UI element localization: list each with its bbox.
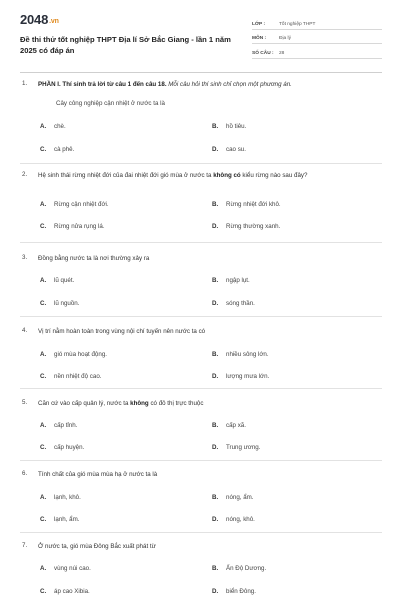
document-header xyxy=(20,12,382,66)
option-text: Rừng thường xanh. xyxy=(226,223,281,230)
option-a[interactable] xyxy=(40,201,109,208)
document-title: Đề thi thử tốt nghiệp THPT Địa lí Sở Bắc Giang - lần 1 năm 2025 có đáp án xyxy=(20,35,231,55)
option-d[interactable] xyxy=(212,588,256,595)
option-letter: D. xyxy=(212,300,219,307)
option-text: chè. xyxy=(54,123,66,130)
option-text: Trung ương. xyxy=(226,444,261,451)
option-a[interactable] xyxy=(40,422,77,429)
option-text: gió mùa hoạt động. xyxy=(54,351,107,358)
option-letter: C. xyxy=(40,223,47,230)
option-b[interactable] xyxy=(212,351,269,358)
option-text: nhiều sông lớn. xyxy=(226,351,269,358)
question-stem: Cây công nghiệp cận nhiệt ở nước ta là xyxy=(56,100,165,107)
meta-row-question-count xyxy=(252,45,382,59)
option-text: vùng núi cao. xyxy=(54,565,91,572)
option-d[interactable] xyxy=(212,516,255,523)
option-letter: B. xyxy=(212,201,219,208)
option-text: cấp huyện. xyxy=(54,444,85,451)
question-separator xyxy=(20,532,382,533)
option-text: cà phê. xyxy=(54,146,75,153)
option-text: lũ nguồn. xyxy=(54,300,80,307)
option-a[interactable] xyxy=(40,494,81,501)
option-letter: B. xyxy=(212,277,219,284)
question-text: Đồng bằng nước ta là nơi thường xảy ra xyxy=(38,255,150,262)
option-letter: C. xyxy=(40,300,47,307)
option-letter: A. xyxy=(40,277,47,284)
option-letter: D. xyxy=(212,146,219,153)
option-text: Ấn Độ Dương. xyxy=(226,565,267,572)
option-b[interactable] xyxy=(212,565,266,572)
option-letter: D. xyxy=(212,223,219,230)
option-c[interactable] xyxy=(40,300,79,307)
option-letter: B. xyxy=(212,123,219,130)
option-letter: B. xyxy=(212,494,219,501)
option-c[interactable] xyxy=(40,146,74,153)
question-text xyxy=(38,399,380,409)
option-text: ngập lụt. xyxy=(226,277,250,284)
option-letter: B. xyxy=(212,422,219,429)
option-text: cấp xã. xyxy=(226,422,246,429)
header-divider xyxy=(20,72,382,73)
option-letter: D. xyxy=(212,588,219,595)
option-b[interactable] xyxy=(212,277,250,284)
question-text xyxy=(38,80,380,90)
question-number: 3. xyxy=(22,254,28,261)
option-d[interactable] xyxy=(212,223,280,230)
option-letter: A. xyxy=(40,494,47,501)
question-number: 2. xyxy=(22,171,28,178)
option-b[interactable] xyxy=(212,201,281,208)
meta-label: SỐ CÂU : xyxy=(252,50,274,56)
site-logo[interactable] xyxy=(20,12,59,27)
option-letter: C. xyxy=(40,146,47,153)
option-a[interactable] xyxy=(40,277,74,284)
option-letter: D. xyxy=(212,516,219,523)
option-c[interactable] xyxy=(40,373,101,380)
question-separator xyxy=(20,460,382,461)
option-b[interactable] xyxy=(212,422,246,429)
option-b[interactable] xyxy=(212,123,246,130)
option-c[interactable] xyxy=(40,516,79,523)
option-letter: A. xyxy=(40,201,47,208)
option-letter: D. xyxy=(212,444,219,451)
option-letter: C. xyxy=(40,444,47,451)
option-text: áp cao Xibia. xyxy=(54,588,90,595)
option-c[interactable] xyxy=(40,444,84,451)
question-text: Vị trí nằm hoàn toàn trong vùng nội chí tuyến nên nước ta có xyxy=(38,328,206,335)
option-letter: D. xyxy=(212,373,219,380)
question-text: Tính chất của gió mùa mùa hạ ở nước ta là xyxy=(38,471,158,478)
option-text: Rừng cận nhiệt đới. xyxy=(54,201,109,208)
question-number: 4. xyxy=(22,327,28,334)
option-d[interactable] xyxy=(212,373,269,380)
option-text: biển Đông. xyxy=(226,588,256,595)
question-separator xyxy=(20,242,382,243)
option-letter: C. xyxy=(40,373,47,380)
document-meta xyxy=(252,16,382,60)
part-instruction: PHẦN I. Thí sinh trả lời từ câu 1 đến câu 18. xyxy=(38,81,167,88)
option-c[interactable] xyxy=(40,588,90,595)
question-text-part: có đô thị trực thuộc xyxy=(150,400,204,407)
meta-label: LỚP : xyxy=(252,21,266,27)
option-text: lạnh, ẩm. xyxy=(54,516,80,523)
option-letter: A. xyxy=(40,351,47,358)
option-a[interactable] xyxy=(40,565,91,572)
meta-label: MÔN : xyxy=(252,36,267,41)
question-text xyxy=(38,171,380,181)
meta-row-class xyxy=(252,16,382,30)
option-text: Rừng nhiệt đới khô. xyxy=(226,201,281,208)
question-number: 5. xyxy=(22,399,28,406)
question-text-part: kiểu rừng nào sau đây? xyxy=(242,172,308,179)
option-d[interactable] xyxy=(212,300,255,307)
option-text: lạnh, khô. xyxy=(54,494,81,501)
option-d[interactable] xyxy=(212,146,246,153)
question-text-part: Hệ sinh thái rừng nhiệt đới của đai nhiệt đới gió mùa ở nước ta xyxy=(38,172,212,179)
question-text-emphasis: không có xyxy=(213,172,241,179)
question-text-emphasis: không xyxy=(130,400,149,407)
option-letter: C. xyxy=(40,588,47,595)
option-letter: A. xyxy=(40,123,47,130)
question-text: Ở nước ta, gió mùa Đông Bắc xuất phát từ xyxy=(38,543,156,550)
meta-value: Địa lý xyxy=(279,36,291,41)
option-text: cao su. xyxy=(226,146,246,153)
part-note: Mỗi câu hỏi thí sinh chỉ chọn một phương án. xyxy=(168,81,292,88)
option-text: cấp tỉnh. xyxy=(54,422,78,429)
option-text: nóng, ẩm. xyxy=(226,494,254,501)
option-a[interactable] xyxy=(40,351,107,358)
question-separator xyxy=(20,163,382,164)
meta-value: 28 xyxy=(279,50,285,56)
option-text: lũ quét. xyxy=(54,277,75,284)
option-text: lượng mưa lớn. xyxy=(226,373,270,380)
logo-text: 2048 xyxy=(20,12,49,27)
option-d[interactable] xyxy=(212,444,260,451)
question-number: 1. xyxy=(22,80,28,87)
logo-suffix: .vn xyxy=(49,18,59,25)
question-number: 7. xyxy=(22,542,28,549)
option-text: nóng, khô. xyxy=(226,516,255,523)
option-text: sóng thần. xyxy=(226,300,255,307)
option-text: nền nhiệt độ cao. xyxy=(54,373,102,380)
option-a[interactable] xyxy=(40,123,66,130)
option-text: Rừng nửa rụng lá. xyxy=(54,223,105,230)
option-letter: A. xyxy=(40,565,47,572)
question-separator xyxy=(20,388,382,389)
question-separator xyxy=(20,316,382,317)
meta-value: Tốt nghiệp THPT xyxy=(279,21,316,27)
option-letter: B. xyxy=(212,351,219,358)
option-letter: C. xyxy=(40,516,47,523)
option-text: hồ tiêu. xyxy=(226,123,247,130)
option-letter: B. xyxy=(212,565,219,572)
question-text-part: Căn cứ vào cấp quản lý, nước ta xyxy=(38,400,129,407)
meta-row-subject xyxy=(252,31,382,45)
option-c[interactable] xyxy=(40,223,105,230)
question-number: 6. xyxy=(22,470,28,477)
option-letter: A. xyxy=(40,422,47,429)
option-b[interactable] xyxy=(212,494,254,501)
